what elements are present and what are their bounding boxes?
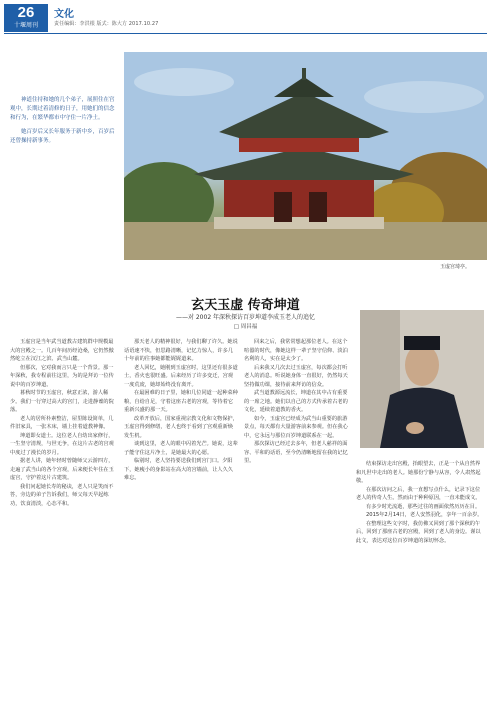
temple-illustration: [124, 52, 487, 260]
article-subtitle: ——对 2002 年深秋探访百岁坤道李成玉老人的追忆: [175, 314, 316, 321]
paragraph: 在整理这些文字时，我仿佛又回到了那个深秋的午后，回到了那座古老的宫殿，回到了老人的身边。谨以此文，表达对这位百岁坤道的深切怀念。: [356, 520, 481, 544]
paragraph: 后来我又几次去过玉虚宫，每次都会打听老人的消息。听说她身体一直很好，仍然每天坚持做功课，接待前来拜访的信众。: [244, 364, 348, 388]
paragraph: 老人回忆，她刚到玉虚宫时，这里还有很多道士，香火也很旺盛。后来经历了许多变迁，宫观一度荒废，她却始终没有离开。: [124, 364, 238, 388]
intro-paragraph: 她百岁后又长年服务于新中乡，百岁后还曾操持新事务。: [10, 129, 115, 144]
paragraph: 回来之后，我常常想起那位老人。在这个喧嚣的时代，像她这样一辈子坚守信仰、淡泊名利的人，实在是太少了。: [244, 339, 348, 362]
paragraph: 我们问起她长寿的秘诀，老人只是笑而不答，旁边的弟子告诉我们，师父每天早起练功，饮食清淡，心态平和。: [10, 483, 114, 507]
page-badge: [4, 4, 48, 32]
intro-paragraph: 神道住持和她的几个弟子，展照住在宫观中，长期过着清修的日子，用她们的信念和行为，在繁华都市中守住一片净土。: [10, 97, 115, 121]
text-column-1: [10, 338, 118, 698]
paragraph: 2015年2月14日，老人安然羽化，享年一百余岁。: [366, 512, 483, 518]
paper-name: 十堰周刊: [13, 22, 38, 29]
page-header: [4, 4, 487, 32]
article-title: 玄天玉虚 传奇坤道: [191, 298, 300, 313]
photo-caption: 玉虚宫琦亭。: [440, 264, 471, 270]
paragraph: 在最困难的日子里，她和几位同道一起种菜种粮，自给自足，守着这座古老的宫观，等待着它重新兴盛的那一天。: [124, 390, 238, 413]
paragraph: 有多少时光流逝，那些过往的画面依然历历在目。: [366, 503, 481, 510]
paragraph: 武当道教源远流长，坤道在其中占有重要的一席之地。她们以自己的方式传承着古老的文化，延续着道教的香火。: [244, 390, 348, 413]
paragraph: 玉虚宫是当年武当道教古建筑群中规模最大的宫殿之一。几百年间历经沧桑，它仍然傲然屹立在汉江之滨、武当山麓。: [10, 339, 114, 362]
paragraph: 谈到这里，老人的眼中闪着光芒。她说，这辈子能守住这片净土，是她最大的心愿。: [124, 441, 238, 456]
intro-text: [10, 96, 116, 151]
paragraph: 结束探访走出宫殿，抬眼望去，正是一个从自然界和凡世中走出的老人。她那份宁静与从容，令人肃然起敬。: [356, 461, 481, 484]
article-author: □ 周昌福: [233, 324, 258, 330]
credits-line: 责任编辑：李洪根 版式：陈大方 2017.10.27: [54, 21, 159, 27]
section-title: 文化: [54, 9, 74, 20]
page-number: 26: [17, 4, 35, 21]
portrait-illustration: [360, 310, 484, 448]
paragraph: 临别时，老人坚持要送我们到宫门口。夕阳下，她瘦小的身影站在高大的宫墙前，让人久久难忘。: [124, 458, 233, 481]
paragraph: 如今，玉虚宫已经成为武当山重要的旅游景点，每天都有大量游客前来参观。但在我心中，它永远与那位百岁坤道联系在一起。: [244, 415, 348, 439]
portrait-photo: [360, 310, 484, 448]
text-column-2: [124, 338, 238, 698]
text-column-4: [356, 460, 484, 698]
paragraph: 坤道即女道士。这位老人自幼出家修行，一生坚守清规，与世无争，在这片古老的宫观中度过了漫长的岁月。: [10, 432, 114, 456]
paragraph: 在那次访问之后，我一直想写点什么，记录下这位老人的传奇人生。然而由于种种原因，一直未能成文。: [356, 486, 481, 501]
paragraph: 据老人讲，她年轻时曾随师父云游四方，走遍了武当山的各个宫观，后来便长年住在玉虚宫，守护着这片古建筑。: [10, 458, 114, 481]
paragraph: 老人的居所朴素整洁，屋里陈设简单，几件旧家具，一张木床，墙上挂着道教神像。: [10, 415, 114, 430]
paragraph: 改革开放后，国家重视宗教文化和文物保护，玉虚宫得到修缮，老人也终于看到了宫观重新焕发生机。: [124, 415, 238, 439]
paragraph: 但那次，它对我而言只是一个背景。那一年深秋，我专程前往这里，为的是拜访一位传说中的百岁坤道。: [10, 364, 114, 388]
paragraph: 暮秋时节的玉虚宫，秋意正浓，游人稀少。我们一行穿过高大的宫门，走进静谧的院落。: [10, 390, 114, 413]
paragraph: 那次探访已经过去多年，但老人慈祥的面容、平和的话语，至今仍清晰地留在我的记忆里。: [244, 441, 348, 464]
temple-photo: [124, 52, 487, 260]
text-column-3: [244, 338, 350, 698]
header-rule: [4, 33, 487, 34]
paragraph: 那天老人的精神很好，与我们聊了许久。她说话语速不快，但思路清晰，记忆力惊人，许多几十年前的往事她都能娓娓道来。: [124, 339, 238, 362]
